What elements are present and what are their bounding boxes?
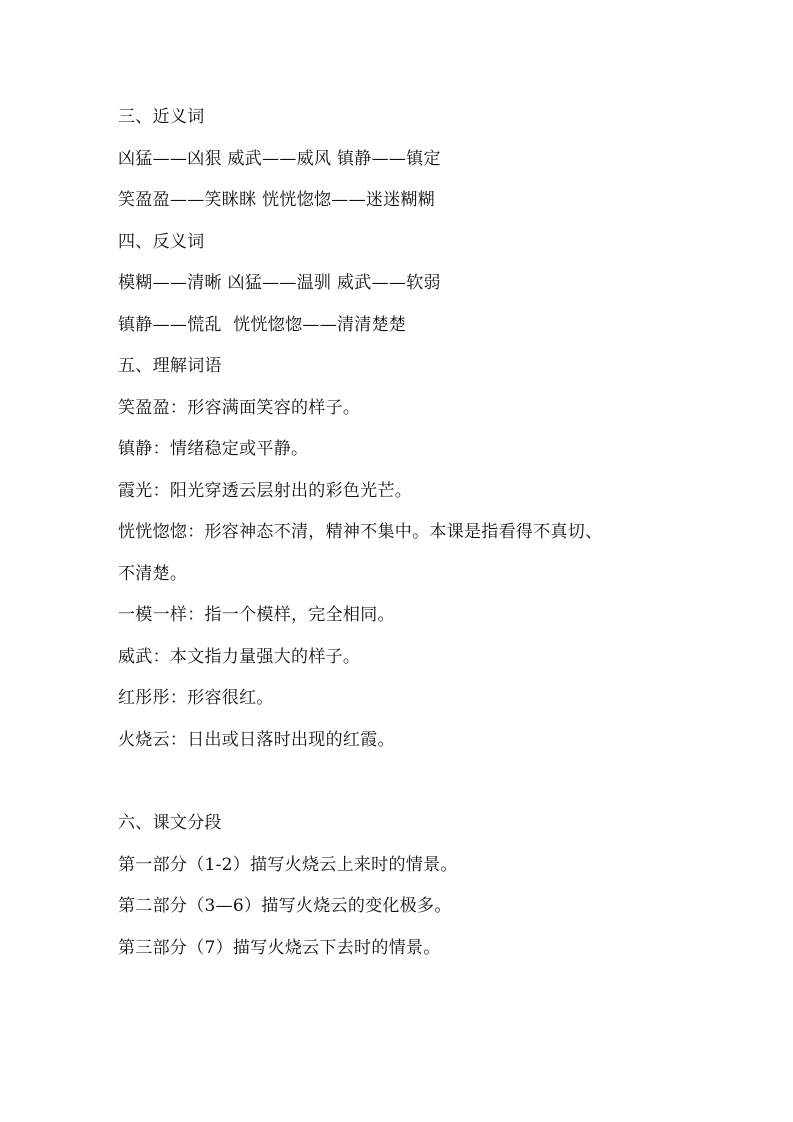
definition-line: 一模一样：指一个模样，完全相同。 — [118, 605, 395, 625]
definition-line: 笑盈盈：形容满面笑容的样子。 — [118, 397, 361, 418]
definition-line-continuation: 不清楚。 — [118, 563, 188, 584]
blank-line — [118, 768, 678, 810]
definition-line: 红彤彤：形容很红。 — [118, 688, 274, 708]
paragraph-division-line: 第三部分（7）描写火烧云下去时的情景。 — [118, 937, 441, 958]
paragraph-division-line: 第一部分（1-2）描写火烧云上来时的情景。 — [118, 854, 458, 875]
definition-line: 恍恍惚惚：形容神态不清，精神不集中。本课是指看得不真切、 — [118, 522, 603, 542]
paragraph-division-line: 第二部分（3—6）描写火烧云的变化极多。 — [118, 896, 452, 916]
synonym-line: 笑盈盈——笑眯眯 恍恍惚惚——迷迷糊糊 — [118, 190, 436, 210]
antonym-line: 模糊——清晰 凶猛——温驯 威武——软弱 — [118, 273, 441, 293]
synonym-line: 凶猛——凶狠 威武——威风 镇静——镇定 — [118, 148, 441, 169]
section-heading-definitions: 五、理解词语 — [118, 356, 222, 376]
section-heading-synonyms: 三、近义词 — [118, 107, 205, 127]
section-heading-paragraphs: 六、课文分段 — [118, 813, 222, 833]
definition-line: 威武：本文指力量强大的样子。 — [118, 646, 361, 667]
definition-line: 镇静：情绪稳定或平静。 — [118, 439, 309, 459]
antonym-line: 镇静——慌乱 恍恍惚惚——清清楚楚 — [118, 314, 407, 335]
document-body — [118, 104, 678, 976]
section-heading-antonyms: 四、反义词 — [118, 231, 205, 252]
definition-line: 火烧云：日出或日落时出现的红霞。 — [118, 729, 395, 750]
definition-line: 霞光：阳光穿透云层射出的彩色光芒。 — [118, 480, 413, 501]
